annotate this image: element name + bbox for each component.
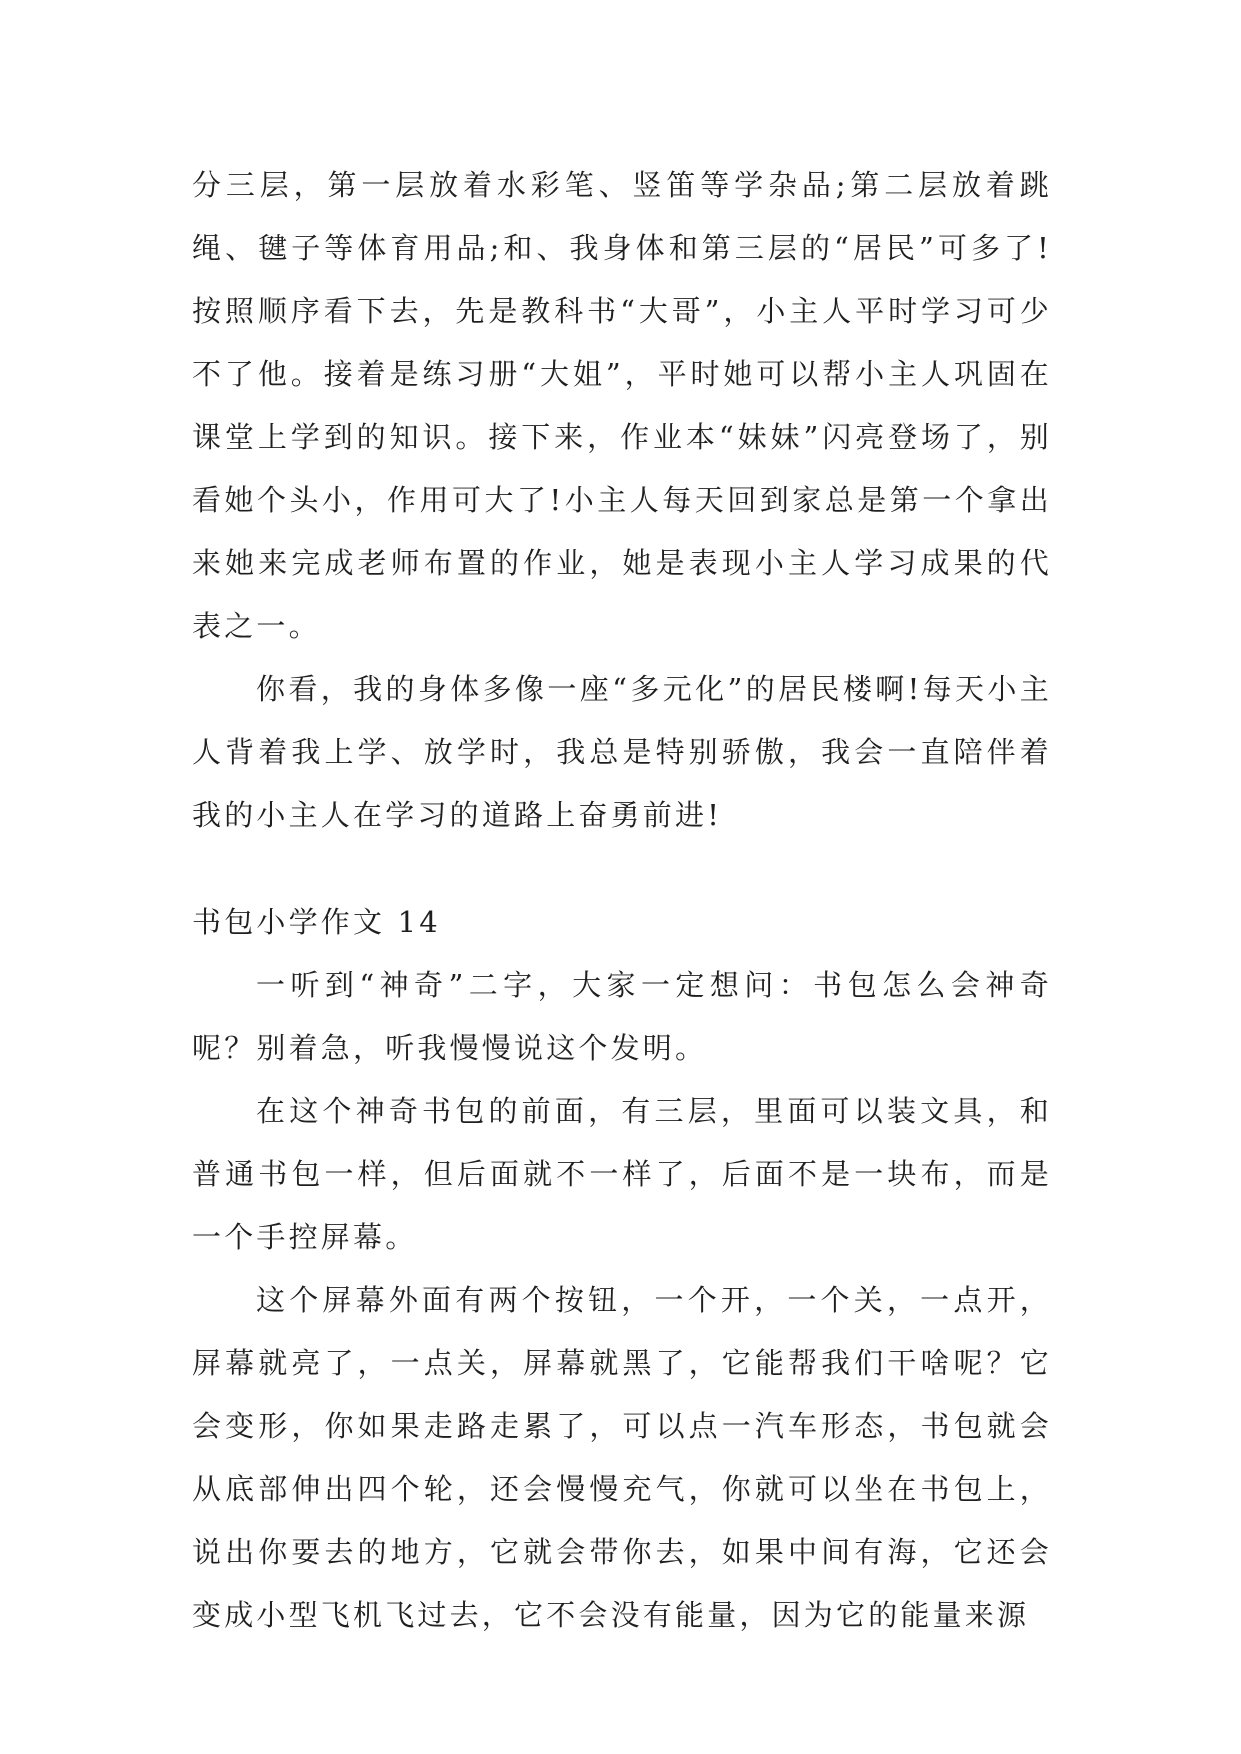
section-heading: 书包小学作文 14 [192,905,441,939]
paragraph-function: 这个屏幕外面有两个按钮，一个开，一个关，一点开，屏幕就亮了，一点关，屏幕就黑了，它能帮我们干啥呢？它会变形，你如果走路走累了，可以点一汽车形态，书包就会从底部伸出四个轮，还会慢慢充气，你就可以坐在书包上，说出你要去的地方，它就会带你去，如果中间有海，它还会变成小型飞机飞过去，它不会没有能量，因为它的能量来源 [192,1283,1052,1632]
document-body [192,154,1052,1647]
paragraph-continued: 分三层，第一层放着水彩笔、竖笛等学杂品;第二层放着跳绳、毽子等体育用品;和、我身体和第三层的“居民”可多了!按照顺序看下去，先是教科书“大哥”，小主人平时学习可少不了他。接着是练习册“大姐”，平时她可以帮小主人巩固在课堂上学到的知识。接下来，作业本“妹妹”闪亮登场了，别看她个头小，作用可大了!小主人每天回到家总是第一个拿出来她来完成老师布置的作业，她是表现小主人学习成果的代表之一。 [192,168,1052,643]
paragraph-description: 在这个神奇书包的前面，有三层，里面可以装文具，和普通书包一样，但后面就不一样了，后面不是一块布，而是一个手控屏幕。 [192,1094,1052,1254]
paragraph-intro: 一听到“神奇”二字，大家一定想问：书包怎么会神奇呢？别着急，听我慢慢说这个发明。 [192,968,1052,1065]
paragraph-conclusion: 你看，我的身体多像一座“多元化”的居民楼啊!每天小主人背着我上学、放学时，我总是特别骄傲，我会一直陪伴着我的小主人在学习的道路上奋勇前进! [192,672,1052,832]
